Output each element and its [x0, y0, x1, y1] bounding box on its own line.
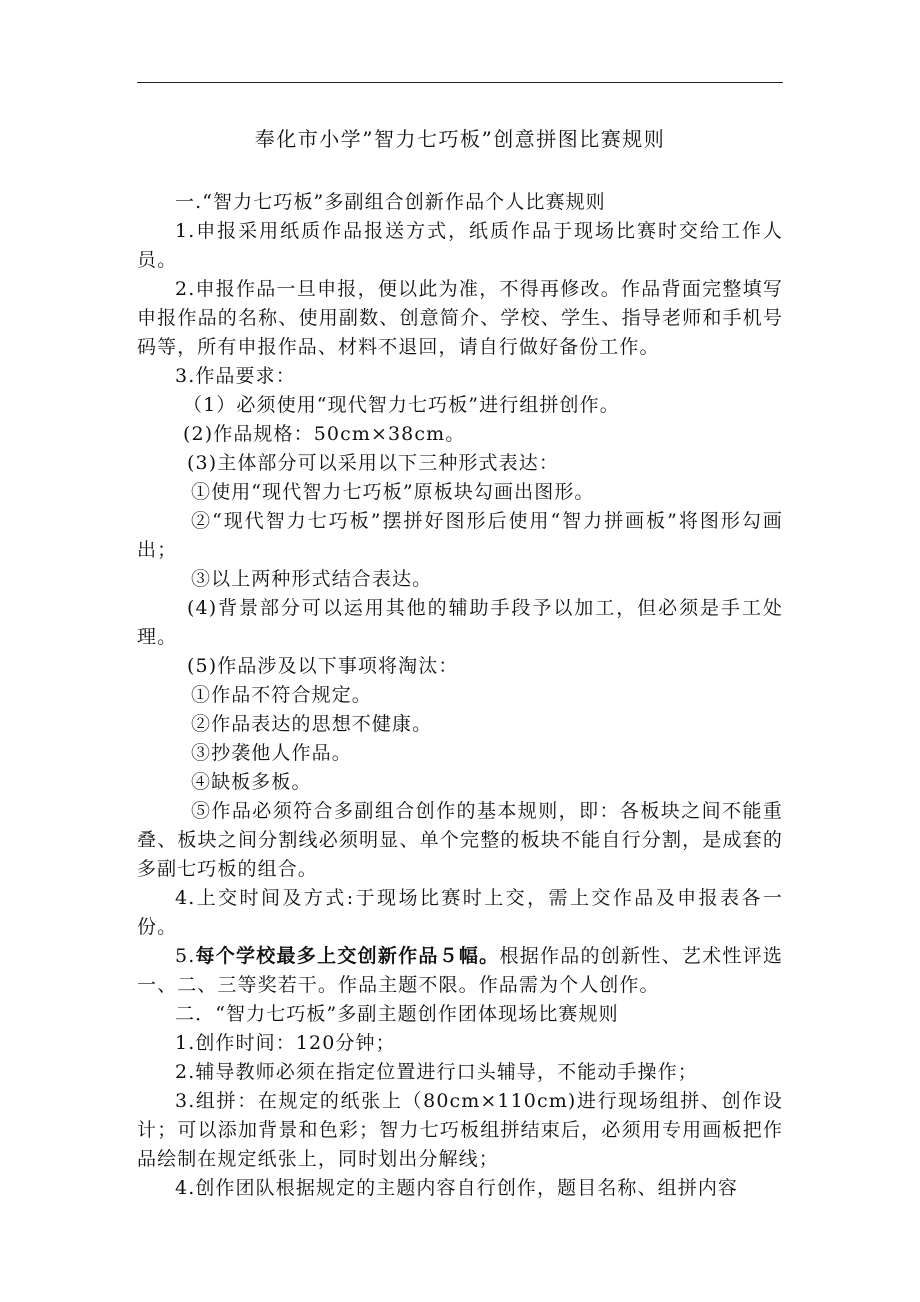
- document-body: [137, 188, 783, 1203]
- requirement-2: (2)作品规格：50cm×38cm。: [183, 423, 466, 445]
- requirement-3a: ①使用“现代智力七巧板”原板块勾画出图形。: [191, 481, 595, 503]
- paragraph-5-rest: 根据作品的创新性、艺术性评选一、二、三等奖若干。作品主题不限。作品需为个人创作。: [137, 945, 783, 996]
- section-heading-1: 一.“智力七巧板”多副组合创新作品个人比赛规则: [175, 191, 606, 213]
- rule-2-2: 2.辅导教师必须在指定位置进行口头辅导，不能动手操作；: [175, 1061, 698, 1083]
- paragraph-5-number: 5.: [175, 945, 196, 967]
- paragraph-2: 2.申报作品一旦申报，便以此为准，不得再修改。作品背面完整填写申报作品的名称、使用副数、创意简介、学校、学生、指导老师和手机号码等，所有申报作品、材料不退回，请自行做好备份工作。: [137, 278, 783, 358]
- requirement-5d: ④缺板多板。: [191, 771, 312, 793]
- rule-2-4: 4.创作团队根据规定的主题内容自行创作，题目名称、组拼内容: [175, 1177, 739, 1199]
- requirement-5b: ②作品表达的思想不健康。: [191, 713, 433, 735]
- paragraph-3: 3.作品要求：: [175, 365, 296, 387]
- requirement-3: (3)主体部分可以采用以下三种形式表达：: [187, 452, 559, 474]
- rule-2-1: 1.创作时间：120分钟；: [175, 1032, 396, 1054]
- requirement-3c: ③以上两种形式结合表达。: [191, 568, 433, 590]
- header-rule: [137, 82, 783, 83]
- requirement-5e: ⑤作品必须符合多副组合创作的基本规则，即：各板块之间不能重叠、板块之间分割线必须明显、单个完整的板块不能自行分割，是成套的多副七巧板的组合。: [137, 800, 783, 880]
- paragraph-5: [137, 942, 783, 1000]
- paragraph-4: 4.上交时间及方式:于现场比赛时上交，需上交作品及申报表各一份。: [137, 887, 783, 938]
- page-title: 奉化市小学”智力七巧板”创意拼图比赛规则: [254, 127, 666, 151]
- requirement-3b: ②“现代智力七巧板”摆拼好图形后使用“智力拼画板”将图形勾画出；: [137, 510, 783, 561]
- requirement-5: (5)作品涉及以下事项将淘汰：: [187, 655, 459, 677]
- rule-2-3: 3.组拼：在规定的纸张上（80cm×110cm)进行现场组拼、创作设计；可以添加背景和色彩；智力七巧板组拼结束后，必须用专用画板把作品绘制在规定纸张上，同时划出分解线；: [137, 1090, 783, 1170]
- paragraph-1: 1.申报采用纸质作品报送方式，纸质作品于现场比赛时交给工作人员。: [137, 220, 783, 271]
- requirement-5a: ①作品不符合规定。: [191, 684, 372, 706]
- paragraph-5-bold: 每个学校最多上交创新作品５幅。: [195, 945, 500, 967]
- requirement-4: (4)背景部分可以运用其他的辅助手段予以加工，但必须是手工处理。: [137, 597, 783, 648]
- section-heading-2: 二．“智力七巧板”多副主题创作团体现场比赛规则: [175, 1003, 619, 1025]
- requirement-1: （1）必须使用“现代智力七巧板”进行组拼创作。: [183, 394, 620, 416]
- requirement-5c: ③抄袭他人作品。: [191, 742, 352, 764]
